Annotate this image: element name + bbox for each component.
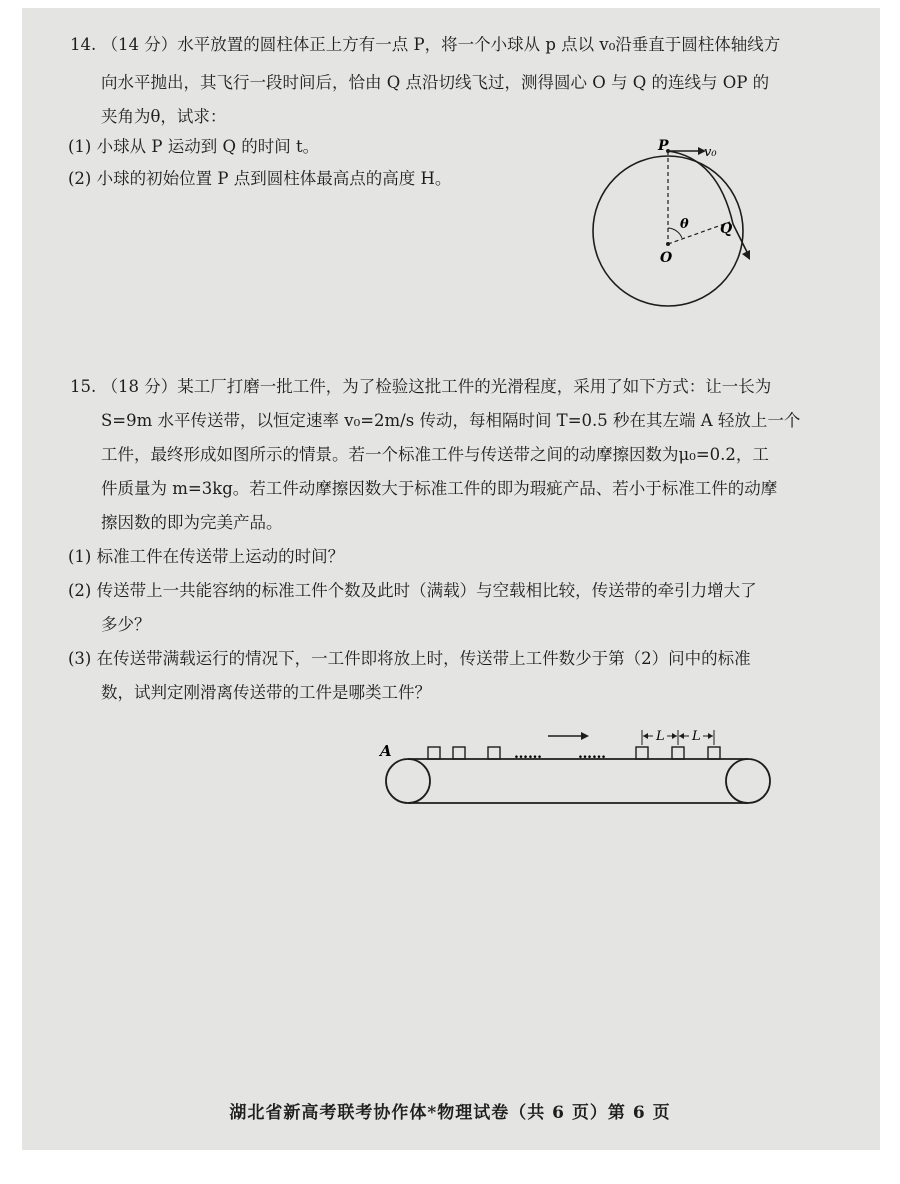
left-pulley	[386, 759, 430, 803]
label-l-1: L	[656, 729, 665, 744]
workpiece	[636, 747, 648, 759]
right-pulley	[726, 759, 770, 803]
label-a: A	[380, 742, 392, 760]
q14-line-2: 向水平抛出，其飞行一段时间后，恰由 Q 点沿切线飞过，测得圆心 O 与 Q 的连线与 OP 的	[101, 73, 770, 92]
trajectory-curve	[668, 151, 748, 254]
q14-line-3: 夹角为θ，试求：	[101, 107, 227, 126]
q15-sub-3-line-1: (3) 在传送带满载运行的情况下，一工件即将放上时，传送带上工件数少于第（2）问中的标准	[68, 649, 751, 668]
workpiece	[488, 747, 500, 759]
label-p: P	[658, 138, 669, 154]
q15-line-1: 15. （18 分）某工厂打磨一批工件，为了检验这批工件的光滑程度，采用了如下方式：让一长为	[70, 377, 772, 396]
q15-line-4: 件质量为 m=3kg。若工件动摩擦因数大于标准工件的即为瑕疵产品、若小于标准工件的动摩	[101, 479, 778, 498]
q15-line-3: 工件，最终形成如图所示的情景。若一个标准工件与传送带之间的动摩擦因数为μ₀=0.2，工	[101, 445, 769, 464]
q14-line-1: 14. （14 分）水平放置的圆柱体正上方有一点 P，将一个小球从 p 点以 v₀沿垂直于圆柱体轴线方	[70, 35, 781, 54]
label-theta: θ	[680, 217, 689, 232]
q14-sub-2: (2) 小球的初始位置 P 点到圆柱体最高点的高度 H。	[68, 169, 452, 188]
q15-sub-3-line-2: 数，试判定刚滑离传送带的工件是哪类工件？	[101, 683, 431, 702]
dots-right: ……	[578, 746, 606, 762]
q15-sub-1: (1) 标准工件在传送带上运动的时间？	[68, 547, 345, 566]
workpiece	[708, 747, 720, 759]
q15-sub-2-line-1: (2) 传送带上一共能容纳的标准工件个数及此时（满载）与空载相比较，传送带的牵引力增大了	[68, 581, 757, 600]
dim-arrowhead	[643, 733, 648, 739]
label-v0: v₀	[704, 145, 717, 160]
q14-sub-1: (1) 小球从 P 运动到 Q 的时间 t。	[68, 137, 320, 156]
point-o	[666, 242, 670, 246]
q15-conveyor-figure	[378, 726, 778, 812]
label-q: Q	[720, 221, 733, 237]
workpiece	[453, 747, 465, 759]
dots-left: ……	[514, 746, 542, 762]
dim-arrowhead	[672, 733, 677, 739]
q15-line-5: 擦因数的即为完美产品。	[101, 513, 283, 532]
label-o: O	[660, 250, 673, 266]
workpiece	[672, 747, 684, 759]
q15-line-2: S=9m 水平传送带，以恒定速率 v₀=2m/s 传动，每相隔时间 T=0.5 秒在其左端 A 轻放上一个	[101, 411, 801, 430]
label-l-2: L	[692, 729, 701, 744]
dim-arrowhead	[708, 733, 713, 739]
q14-figure	[590, 136, 780, 316]
page-footer: 湖北省新高考联考协作体*物理试卷（共 6 页）第 6 页	[229, 1103, 671, 1123]
q15-sub-2-line-2: 多少？	[101, 615, 151, 634]
velocity-arrowhead	[581, 732, 589, 740]
workpiece	[428, 747, 440, 759]
dim-arrowhead	[679, 733, 684, 739]
